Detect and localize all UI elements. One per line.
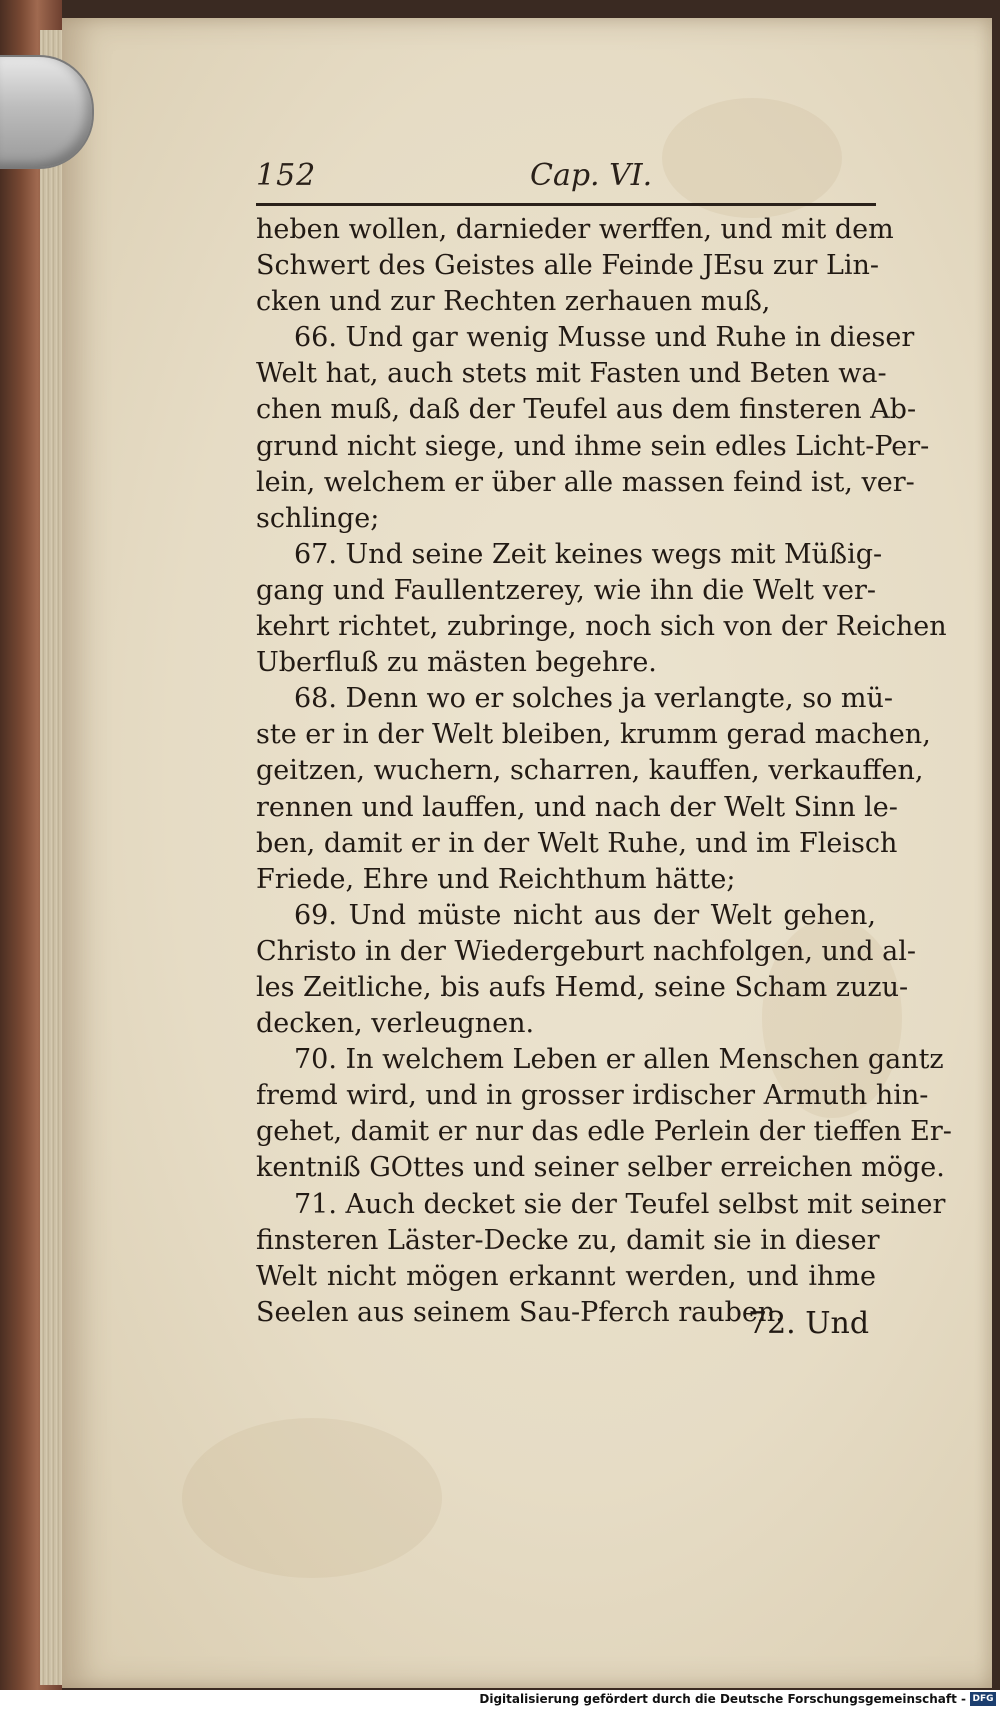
text-line: cken und zur Rechten zerhauen muß, [256,286,771,318]
text-line: kehrt richtet, zubringe, noch sich von der Reichen [256,611,947,643]
text-line: chen muß, daß der Teufel aus dem finsteren Ab- [256,394,917,426]
text-line: Welt nicht mögen erkannt werden, und ihme [256,1260,876,1292]
text-line: Friede, Ehre und Reichthum hätte; [256,863,736,895]
text-line: Schwert des Geistes alle Feinde JEsu zur Lin- [256,250,880,282]
text-line: schlinge; [256,502,380,534]
page-number: 152 [256,158,317,193]
text-line: 66. Und gar wenig Musse und Ruhe in dieser [294,322,915,354]
text-line: decken, verleugnen. [256,1008,535,1040]
dfg-logo-icon: DFG [970,1692,996,1706]
footer-credit: Digitalisierung gefördert durch die Deutsche Forschungsgemeinschaft - [479,1692,966,1706]
text-line: fremd wird, und in grosser irdischer Armuth hin- [256,1080,929,1112]
text-line: 69. Und müste nicht aus der Welt gehen, [294,899,876,931]
running-head: Cap. VI. [530,158,653,193]
text-line: ben, damit er in der Welt Ruhe, und im Fleisch [256,827,898,859]
body-text [256,212,952,1331]
text-line: Welt hat, auch stets mit Fasten und Beten wa- [256,358,887,390]
text-line: 70. In welchem Leben er allen Menschen gantz [294,1044,944,1076]
header-rule [256,203,876,206]
text-line: ste er in der Welt bleiben, krumm gerad machen, [256,719,931,751]
text-line: finsteren Läster-Decke zu, damit sie in dieser [256,1224,880,1256]
text-line: kentniß GOttes und seiner selber erreichen möge. [256,1152,945,1184]
text-line: rennen und lauffen, und nach der Welt Sinn le- [256,791,898,823]
text-line: Uberfluß zu mästen begehre. [256,647,657,679]
text-line: heben wollen, darnieder werffen, und mit dem [256,214,894,245]
text-line: gehet, damit er nur das edle Perlein der tieffen Er- [256,1116,952,1148]
text-line: grund nicht siege, und ihme sein edles Licht-Per- [256,430,930,462]
text-line: les Zeitliche, bis aufs Hemd, seine Scham zuzu- [256,971,909,1003]
page-header [256,158,871,198]
text-line: geitzen, wuchern, scharren, kauffen, verkauffen, [256,755,924,787]
catchword: 72. Und [748,1306,870,1341]
paper-stain [182,1418,442,1578]
text-line: 71. Auch decket sie der Teufel selbst mit seiner [294,1188,946,1220]
text-line: Seelen aus seinem Sau-Pferch rauben. [256,1296,784,1328]
text-line: gang und Faullentzerey, wie ihn die Welt ver- [256,574,876,606]
text-line: Christo in der Wiedergeburt nachfolgen, und al- [256,935,917,967]
text-line: 68. Denn wo er solches ja verlangte, so mü- [294,683,893,715]
text-line: lein, welchem er über alle massen feind ist, ver- [256,466,915,498]
text-line: 67. Und seine Zeit keines wegs mit Müßig- [294,538,883,570]
